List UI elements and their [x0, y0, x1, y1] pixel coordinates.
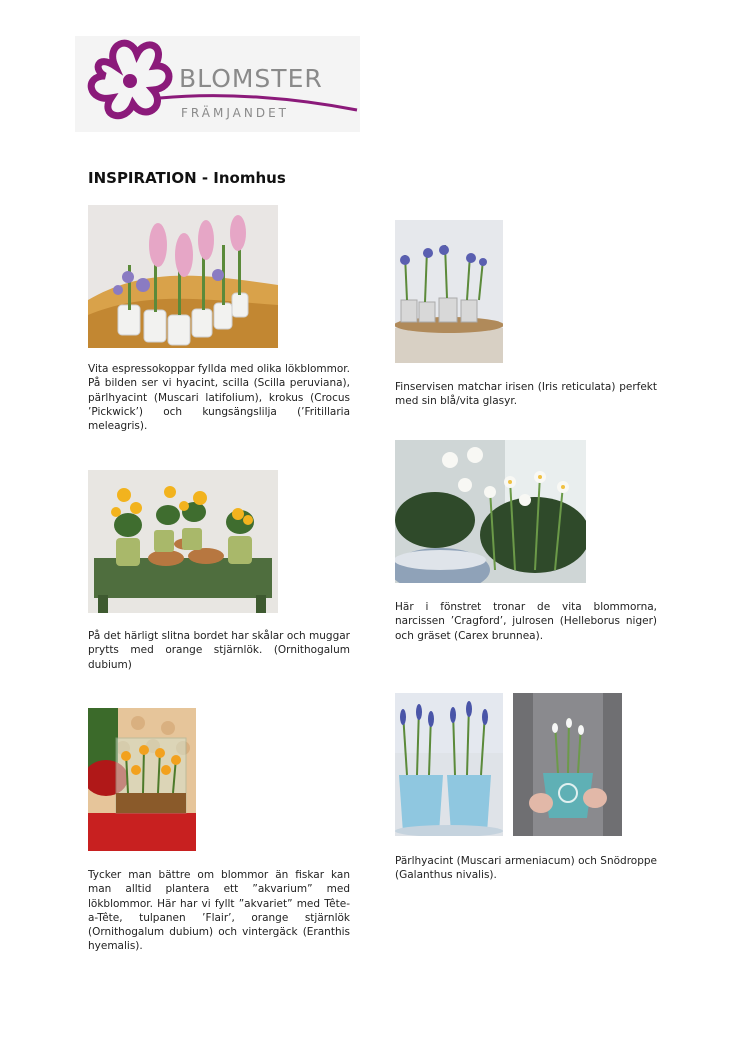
page-title: INSPIRATION - Inomhus: [88, 169, 286, 187]
brand-subtitle: FRÄMJANDET: [181, 106, 289, 120]
muscari-photo: [395, 693, 503, 836]
snowdrop-photo: [513, 693, 622, 836]
narcissus-window-photo: [395, 440, 586, 583]
caption-narcissus: Här i fönstret tronar de vita blommorna, narcissen ’Cragford’, julrosen (Helleborus niger) och gräset (Carex brunnea).: [395, 601, 657, 642]
caption-aquarium: Tycker man bättre om blommor än fiskar kan man alltid plantera ett ”akvarium” med lökblommor. Här har vi fyllt ”akvariet” med Tête-a-Tête, tulpanen ’Flair’, orange stjärnlök (Ornithogalum dubium) och vintergäck (Eranthis hyemalis).: [88, 869, 350, 953]
caption-hyacinth: Vita espressokoppar fyllda med olika lökblommor. På bilden ser vi hyacint, scilla (Scilla peruviana), pärlhyacint (Muscari latifolium), krokus (Crocus ’Pickwick’) och kungsängslilja (’Fritillaria meleagris).: [88, 363, 350, 433]
brand-name: BLOMSTER: [179, 64, 323, 93]
caption-star-of-bethlehem: På det härligt slitna bordet har skålar och muggar prytts med orange stjärnlök. (Ornithogalum dubium): [88, 630, 350, 671]
aquarium-bulbs-photo: [88, 708, 196, 851]
hyacinth-espresso-cups-photo: [88, 205, 278, 348]
caption-muscari-snowdrop: Pärlhyacint (Muscari armeniacum) och Snödroppe (Galanthus nivalis).: [395, 855, 657, 882]
star-of-bethlehem-table-photo: [88, 470, 278, 613]
iris-tray-photo: [395, 220, 503, 363]
brand-logo: [75, 36, 360, 132]
caption-iris: Finservisen matchar irisen (Iris reticulata) perfekt med sin blå/vita glasyr.: [395, 381, 657, 408]
